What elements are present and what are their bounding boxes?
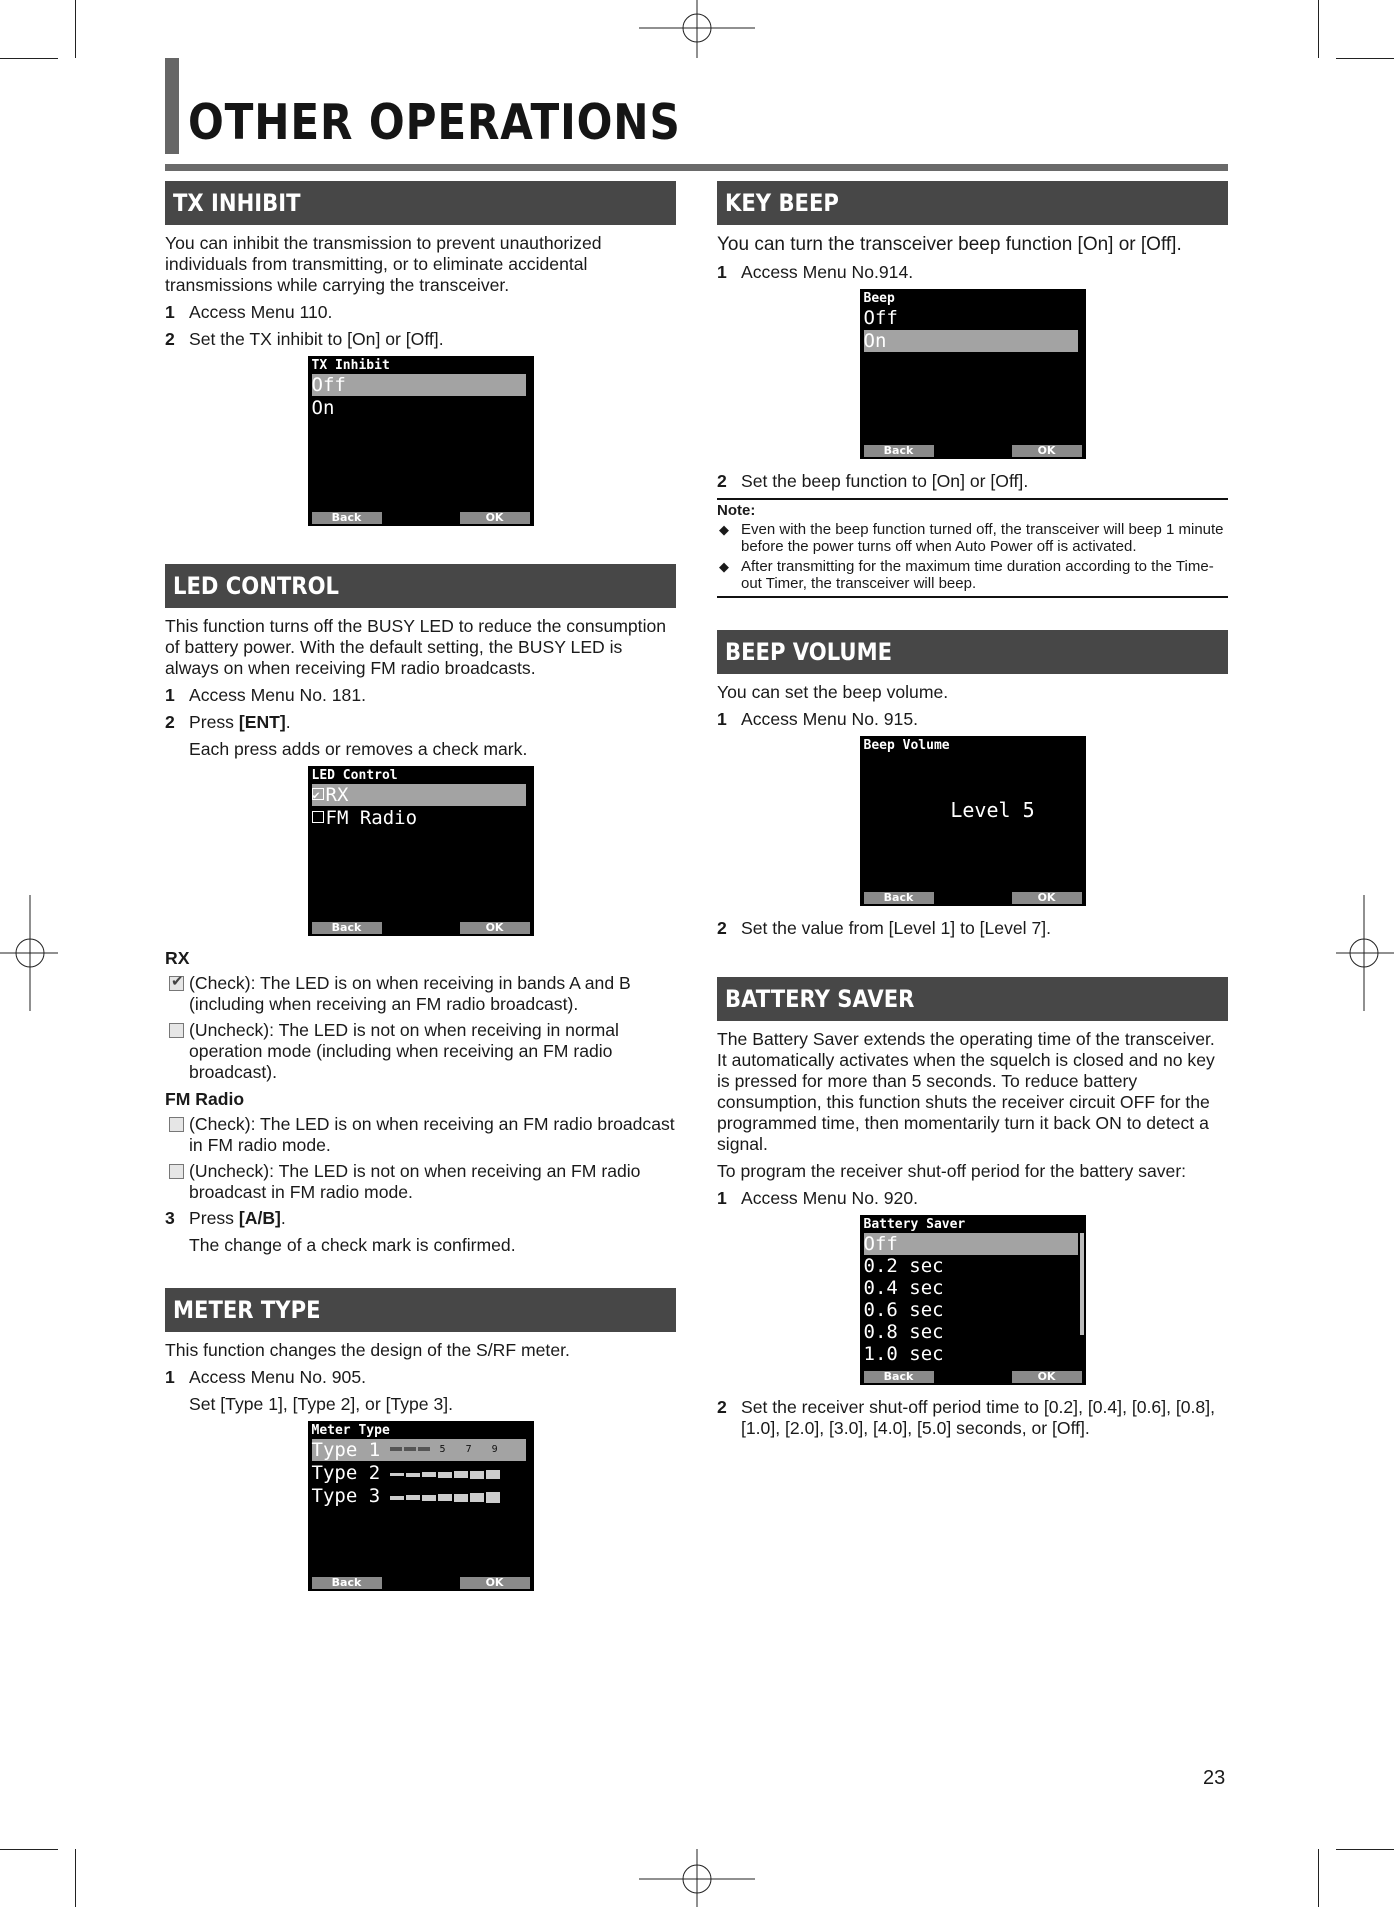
scrollbar[interactable] (1080, 1233, 1084, 1335)
note-divider (717, 498, 1228, 500)
volume-value[interactable]: Level 5 (950, 798, 1035, 822)
crop-mark (1336, 1849, 1394, 1850)
ok-softkey[interactable]: OK (1012, 1371, 1082, 1383)
menu-option[interactable]: Off (863, 307, 898, 329)
registration-mark-bottom (637, 1847, 757, 1907)
checkbox-unchecked-icon (312, 811, 324, 823)
battery-saver-section (717, 977, 1228, 1439)
screen-title: Beep (863, 291, 895, 306)
menu-option[interactable]: Type 1 5 7 9 (312, 1439, 526, 1461)
ok-softkey[interactable]: OK (460, 1577, 530, 1589)
menu-option[interactable]: 0.2 sec (863, 1255, 944, 1277)
beep-volume-intro: You can set the beep volume. (717, 682, 949, 702)
crop-mark (1336, 58, 1394, 59)
ok-softkey[interactable]: OK (1012, 445, 1082, 457)
crop-mark (0, 58, 58, 59)
back-softkey[interactable]: Back (312, 1577, 382, 1589)
crop-mark (1318, 1849, 1319, 1907)
menu-option[interactable]: ✔RX (312, 784, 526, 806)
checkbox-unchecked-icon (169, 1164, 184, 1179)
back-softkey[interactable]: Back (312, 922, 382, 934)
battery-saver-screen (860, 1215, 1086, 1385)
meter-type2-preview (390, 1463, 502, 1485)
menu-option[interactable]: Type 2 (312, 1462, 526, 1484)
rx-uncheck-desc: (Uncheck): The LED is not on when receiving in normal operation mode (including when receiving an FM radio broadcast). (165, 1020, 676, 1083)
meter-type-intro: This function changes the design of the S/RF meter. (165, 1340, 570, 1360)
rx-check-desc: ✔ (Check): The LED is on when receiving in bands A and B (including when receiving an FM radio broadcast). (165, 973, 676, 1015)
back-softkey[interactable]: Back (864, 445, 934, 457)
crop-mark (0, 1849, 58, 1850)
menu-option[interactable]: FM Radio (312, 807, 526, 829)
diamond-bullet-icon: ◆ (719, 559, 729, 574)
back-softkey[interactable]: Back (864, 892, 934, 904)
menu-option[interactable]: Off (864, 1233, 1078, 1255)
key-beep-intro: You can turn the transceiver beep function [On] or [Off]. (717, 234, 1182, 255)
step: 3 Press [A/B]. (165, 1208, 286, 1228)
note-heading: Note: (717, 502, 756, 519)
screen-title: Meter Type (311, 1423, 390, 1438)
menu-option[interactable]: On (864, 330, 1078, 352)
step: 2 Set the value from [Level 1] to [Level 7]. (717, 918, 1052, 938)
registration-mark-top (637, 0, 757, 60)
menu-option[interactable]: On (311, 397, 335, 419)
crop-mark (1318, 0, 1319, 58)
crop-mark (75, 1849, 76, 1907)
battery-saver-intro: The Battery Saver extends the operating time of the transceiver. It automatically activates when the squelch is closed and no key is pressed for more than 5 seconds. To reduce battery consumption, this function shuts the receiver circuit OFF for the programmed time, then momentarily turn it back ON to detect a signal. (717, 1029, 1215, 1154)
registration-mark-left (0, 893, 60, 1013)
step: 2 Set the TX inhibit to [On] or [Off]. (165, 329, 444, 349)
step: 1 Access Menu 110. (165, 302, 333, 322)
checkbox-unchecked-icon (169, 1023, 184, 1038)
page-number: 23 (1203, 1767, 1226, 1789)
battery-saver-intro-2: To program the receiver shut-off period for the battery saver: (717, 1161, 1187, 1181)
meter-type-section (165, 1288, 676, 1591)
screen-title: LED Control (311, 768, 398, 783)
page-title: OTHER OPERATIONS (188, 94, 681, 151)
section-heading: TX INHIBIT (165, 181, 676, 225)
tx-inhibit-screen (308, 356, 534, 526)
scale-label: 7 (465, 1444, 472, 1455)
section-heading: BEEP VOLUME (717, 630, 1228, 674)
step: 2 Set the receiver shut-off period time to [0.2], [0.4], [0.6], [0.8], [1.0], [2.0], [3.0], [4.0], [5.0] seconds, or [Off]. (717, 1397, 1215, 1438)
meter-type1-preview (390, 1439, 524, 1461)
step-detail: Each press adds or removes a check mark. (189, 739, 528, 759)
tx-inhibit-intro: You can inhibit the transmission to prevent unauthorized individuals from transmitting, or to eliminate accidental transmissions while carrying the transceiver. (165, 233, 602, 295)
step-detail: The change of a check mark is confirmed. (189, 1235, 516, 1255)
scale-label: 9 (491, 1444, 498, 1455)
title-accent-bar (165, 58, 179, 154)
back-softkey[interactable]: Back (312, 512, 382, 524)
note-item: ◆ After transmitting for the maximum time duration according to the Time-out Timer, the transceiver will beep. (719, 558, 1214, 592)
meter-type-screen (308, 1421, 534, 1591)
fm-check-desc: (Check): The LED is on when receiving an FM radio broadcast in FM radio mode. (165, 1114, 676, 1156)
menu-option[interactable]: 0.4 sec (863, 1277, 944, 1299)
fm-heading: FM Radio (165, 1089, 245, 1109)
section-heading: KEY BEEP (717, 181, 1228, 225)
screen-title: TX Inhibit (311, 358, 390, 373)
section-heading: BATTERY SAVER (717, 977, 1228, 1021)
ok-softkey[interactable]: OK (460, 512, 530, 524)
key-beep-section (717, 181, 1228, 598)
meter-type3-preview (390, 1486, 502, 1508)
screen-title: Battery Saver (863, 1217, 966, 1232)
tx-inhibit-section (165, 181, 676, 526)
step: 1 Access Menu No.914. (717, 262, 914, 282)
scale-label: 5 (439, 1444, 446, 1455)
step: 1 Access Menu No. 915. (717, 709, 919, 729)
menu-option[interactable]: 0.8 sec (863, 1321, 944, 1343)
step: 1 Access Menu No. 920. (717, 1188, 919, 1208)
step: 2 Press [ENT]. (165, 712, 291, 732)
ok-softkey[interactable]: OK (460, 922, 530, 934)
section-heading: LED CONTROL (165, 564, 676, 608)
step-detail: Set [Type 1], [Type 2], or [Type 3]. (189, 1394, 454, 1414)
step: 2 Set the beep function to [On] or [Off]. (717, 471, 1029, 491)
back-softkey[interactable]: Back (864, 1371, 934, 1383)
step: 1 Access Menu No. 181. (165, 685, 367, 705)
checkbox-checked-icon (312, 788, 324, 800)
key-beep-screen (860, 289, 1086, 459)
checkbox-unchecked-icon (169, 1117, 184, 1132)
rx-heading: RX (165, 948, 190, 968)
checkbox-checked-icon (169, 976, 184, 991)
left-column (165, 181, 676, 1603)
screen-title: Beep Volume (863, 738, 950, 753)
title-rule (165, 164, 1228, 171)
step: 1 Access Menu No. 905. (165, 1367, 367, 1387)
led-control-intro: This function turns off the BUSY LED to reduce the consumption of battery power. With the default setting, the BUSY LED is always on when receiving FM radio broadcasts. (165, 616, 667, 678)
right-column (717, 181, 1228, 1445)
menu-option[interactable]: Type 3 (312, 1485, 526, 1507)
registration-mark-right (1334, 893, 1394, 1013)
menu-option[interactable]: Off (312, 374, 526, 396)
beep-volume-screen (860, 736, 1086, 906)
menu-option[interactable]: 1.0 sec (863, 1343, 944, 1365)
beep-volume-section (717, 630, 1228, 939)
led-control-section (165, 564, 676, 1256)
crop-mark (75, 0, 76, 58)
menu-option[interactable]: 0.6 sec (863, 1299, 944, 1321)
ok-softkey[interactable]: OK (1012, 892, 1082, 904)
section-heading: METER TYPE (165, 1288, 676, 1332)
diamond-bullet-icon: ◆ (719, 522, 729, 537)
note-item: ◆ Even with the beep function turned off, the transceiver will beep 1 minute before the power turns off when Auto Power off is activated. (719, 521, 1224, 555)
led-control-screen (308, 766, 534, 936)
fm-uncheck-desc: (Uncheck): The LED is not on when receiving an FM radio broadcast in FM radio mode. (165, 1161, 676, 1203)
